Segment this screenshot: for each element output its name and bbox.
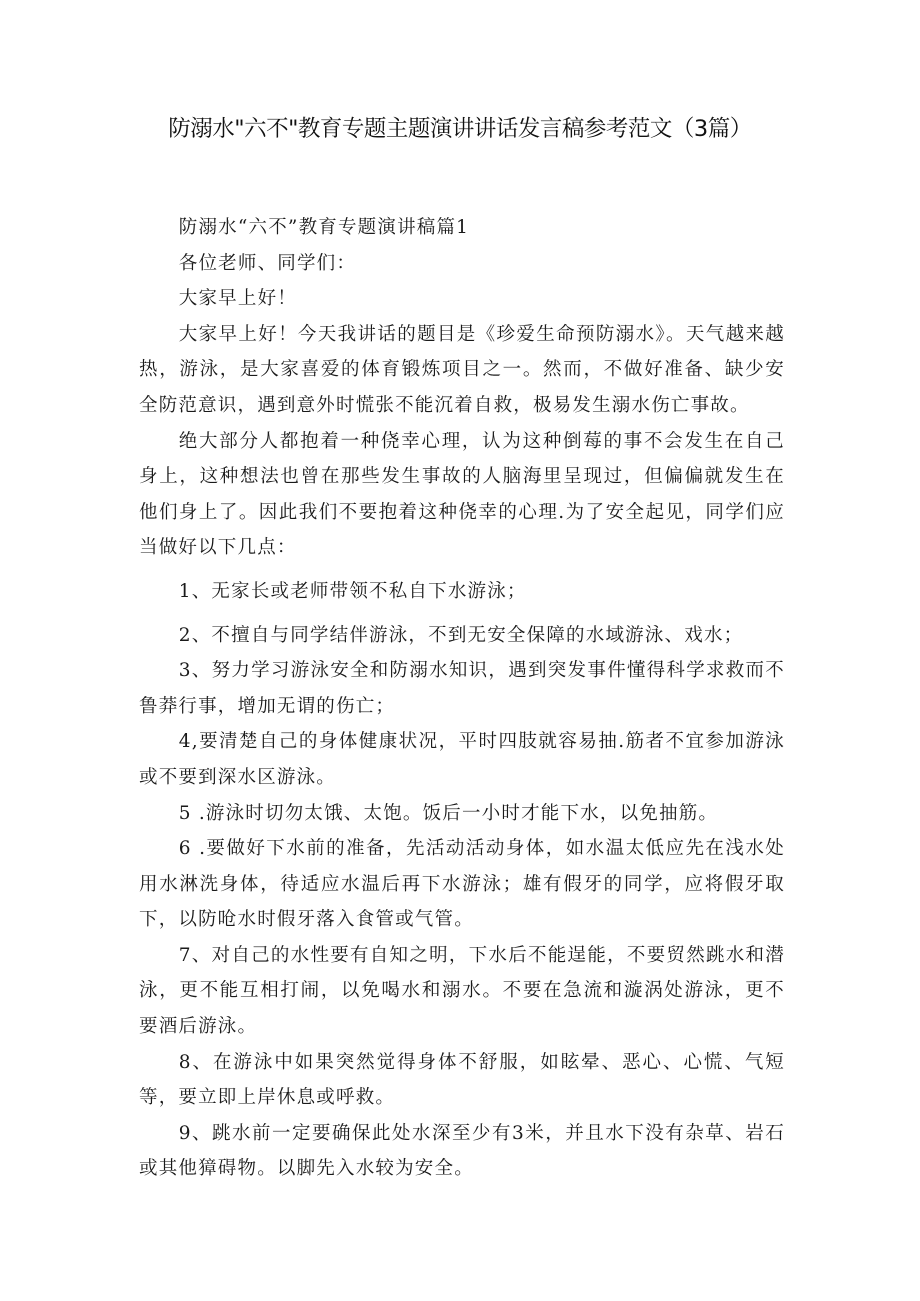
list-item-1: 1、无家长或老师带领不私自下水游泳； [178,580,527,602]
list-item-4: 4,要清楚自己的身体健康状况，平时四肢就容易抽.筋者不宜参加游泳或不要到深水区游泳。 [139,731,785,788]
greeting: 大家早上好！ [178,288,297,310]
section-subtitle: 防溺水“六不”教育专题演讲稿篇1 [178,217,470,238]
list-item-9: 9、跳水前一定要确保此处水深至少有3米，并且水下没有杂草、岩石或其他獐碍物。以脚先入水较为安全。 [139,1122,785,1180]
list-item-7: 7、对自己的水性要有自知之明，下水后不能逞能，不要贸然跳水和潜泳，更不能互相打闹，以免喝水和溺水。不要在急流和漩涡处游泳，更不要酒后游泳。 [139,944,785,1038]
list-item-2: 2、不擅自与同学结伴游泳，不到无安全保障的水域游泳、戏水； [178,624,744,646]
document-title: 防溺水"六不"教育专题主题演讲讲话发言稿参考范文（3篇） [168,116,752,142]
list-item-5: 5 .游泳时切勿太饿、太饱。饭后一小时才能下水，以免抽筋。 [178,802,719,824]
list-item-6: 6 .要做好下水前的准备，先活动活动身体，如水温太低应先在浅水处用水淋洗身体，待适应水温后再下水游泳；雄有假牙的同学，应将假牙取下，以防呛水时假牙落入食管或气管。 [139,838,785,931]
salutation: 各位老师、同学们： [178,252,357,274]
list-item-3: 3、努力学习游泳安全和防溺水知识，遇到突发事件懂得科学求救而不鲁莽行事，增加无谓的伤亡； [139,660,785,717]
list-item-8: 8、在游泳中如果突然觉得身体不舒服，如眩晕、恶心、心慌、气短等，要立即上岸休息或呼救。 [139,1051,785,1109]
paragraph-intro: 大家早上好！今天我讲话的题目是《珍爱生命预防溺水》。天气越来越热，游泳，是大家喜爱的体育锻炼项目之一。然而，不做好准备、缺少安全防范意识，遇到意外时慌张不能沉着自救，极易发生溺水伤亡事故。 [139,323,785,416]
paragraph-reason: 绝大部分人都抱着一种侥幸心理，认为这种倒莓的事不会发生在自己身上，这种想法也曾在那些发生事故的人脑海里呈现过，但偏偏就发生在他们身上了。因此我们不要抱着这种侥幸的心理.为了安全起见，同学们应当做好以下几点： [139,430,785,559]
document-body [139,210,785,1187]
